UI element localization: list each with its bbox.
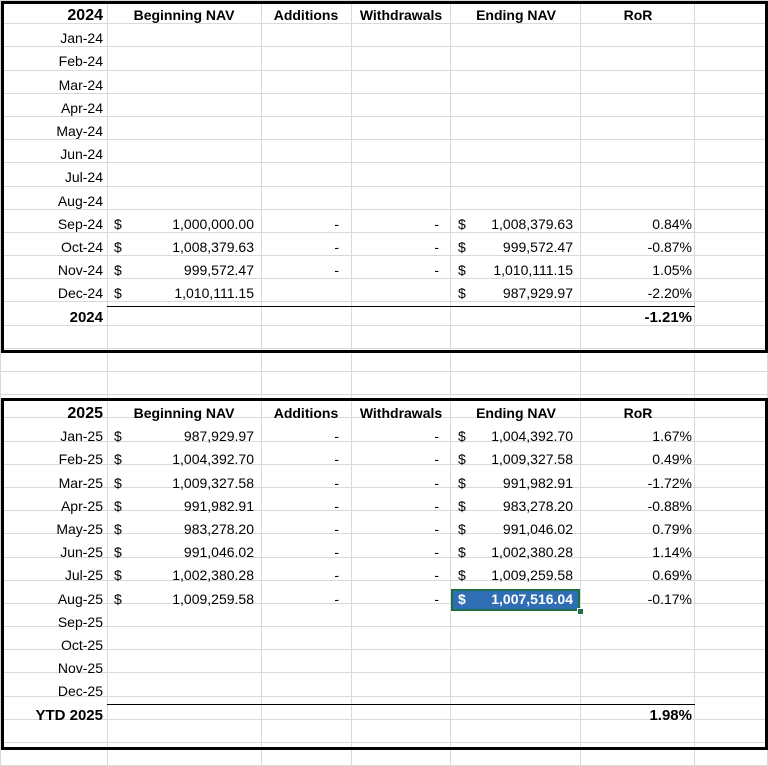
grid-cell[interactable] [261, 673, 351, 696]
grid-cell[interactable] [695, 116, 768, 139]
grid-cell[interactable] [351, 140, 451, 163]
grid-cell[interactable] [451, 47, 581, 70]
grid-cell[interactable] [107, 140, 261, 163]
grid-cell[interactable] [695, 93, 768, 116]
grid-cell[interactable] [581, 70, 695, 93]
grid-cell[interactable] [351, 743, 451, 766]
grid-cell[interactable] [351, 719, 451, 742]
currency-symbol: $ [114, 239, 122, 255]
currency-symbol: $ [114, 474, 122, 491]
currency-symbol: $ [114, 544, 122, 561]
grid-cell[interactable] [107, 47, 261, 70]
grid-cell[interactable] [261, 719, 351, 742]
currency-symbol: $ [114, 451, 122, 468]
grid-cell[interactable] [261, 696, 351, 719]
grid-cell[interactable] [581, 325, 695, 348]
grid-cell[interactable] [451, 743, 581, 766]
grid-cell[interactable] [695, 557, 768, 580]
month-cell[interactable]: Feb-24 [58, 53, 103, 70]
additions-cell[interactable]: - [334, 521, 339, 537]
beginning-nav-cell[interactable]: 1,008,379.63 [172, 239, 254, 255]
additions-cell[interactable]: - [334, 567, 339, 584]
ending-nav-cell[interactable]: 991,982.91 [502, 474, 573, 491]
grid-cell[interactable] [451, 673, 581, 696]
currency-symbol: $ [458, 451, 466, 468]
grid-cell[interactable] [107, 348, 261, 371]
currency-symbol: $ [114, 567, 122, 584]
withdrawals-header: Withdrawals [359, 7, 443, 23]
grid-cell[interactable] [695, 719, 768, 742]
currency-symbol: $ [458, 474, 466, 491]
grid-cell[interactable] [261, 70, 351, 93]
grid-cell[interactable] [1, 372, 108, 395]
grid-cell[interactable] [261, 372, 351, 395]
ror-cell[interactable]: 0.79% [652, 521, 692, 537]
grid-cell[interactable] [351, 47, 451, 70]
grid-cell[interactable] [451, 24, 581, 47]
grid-cell[interactable] [695, 163, 768, 186]
ror-cell[interactable]: 1.05% [652, 262, 692, 279]
grid-cell[interactable] [581, 140, 695, 163]
month-cell[interactable]: Mar-24 [58, 76, 103, 93]
year-header: 2025 [67, 405, 103, 422]
total-ror[interactable]: -1.21% [644, 308, 692, 326]
grid-cell[interactable] [261, 186, 351, 209]
grid-cell[interactable] [695, 511, 768, 534]
ror-cell[interactable]: -0.17% [647, 590, 692, 607]
total-ror[interactable]: 1.98% [649, 706, 692, 724]
grid-cell[interactable] [581, 47, 695, 70]
grid-cell[interactable] [351, 93, 451, 116]
grid-cell[interactable] [695, 441, 768, 464]
withdrawals-cell[interactable]: - [434, 239, 439, 255]
grid-cell[interactable] [351, 348, 451, 371]
beginning-nav-cell[interactable]: 991,046.02 [183, 544, 254, 561]
withdrawals-cell[interactable]: - [434, 497, 439, 514]
ror-header: RoR [623, 7, 653, 23]
beginning-nav-cell[interactable]: 1,000,000.00 [172, 215, 254, 232]
month-cell[interactable]: Jul-24 [64, 169, 103, 186]
currency-symbol: $ [114, 262, 122, 279]
withdrawals-cell[interactable]: - [434, 215, 439, 232]
ending-nav-cell[interactable]: 1,004,392.70 [491, 428, 573, 445]
month-cell[interactable]: Sep-24 [57, 215, 103, 232]
grid-cell[interactable] [695, 534, 768, 557]
grid-cell[interactable] [107, 93, 261, 116]
grid-cell[interactable] [351, 279, 451, 302]
currency-symbol: $ [458, 521, 466, 537]
month-cell[interactable]: Nov-25 [57, 660, 103, 677]
ending-nav-cell[interactable]: 1,009,259.58 [491, 567, 573, 584]
month-cell[interactable]: Apr-24 [60, 99, 103, 116]
grid-cell[interactable] [695, 232, 768, 255]
month-cell[interactable]: Dec-24 [57, 285, 103, 302]
ror-cell[interactable]: 0.49% [652, 451, 692, 468]
grid-cell[interactable] [451, 696, 581, 719]
additions-cell[interactable]: - [334, 428, 339, 445]
grid-cell[interactable] [695, 696, 768, 719]
beginning-nav-cell[interactable]: 983,278.20 [183, 521, 254, 537]
total-label: YTD 2025 [35, 706, 103, 724]
ror-cell[interactable]: 0.69% [652, 567, 692, 584]
month-cell[interactable]: May-25 [56, 521, 103, 537]
additions-cell[interactable]: - [334, 474, 339, 491]
grid-cell[interactable] [107, 186, 261, 209]
ror-cell[interactable]: -0.87% [647, 239, 692, 255]
withdrawals-header: Withdrawals [359, 405, 443, 421]
month-cell[interactable]: Apr-25 [60, 497, 103, 514]
grid-cell[interactable] [695, 209, 768, 232]
grid-cell[interactable] [581, 116, 695, 139]
grid-cell[interactable] [351, 627, 451, 650]
ror-cell[interactable]: 0.84% [652, 215, 692, 232]
currency-symbol: $ [114, 521, 122, 537]
currency-symbol: $ [114, 497, 122, 514]
grid-cell[interactable] [695, 372, 768, 395]
withdrawals-cell[interactable]: - [434, 474, 439, 491]
withdrawals-cell[interactable]: - [434, 262, 439, 279]
grid-cell[interactable] [451, 93, 581, 116]
month-cell[interactable]: Jun-25 [60, 544, 103, 561]
withdrawals-cell[interactable]: - [434, 428, 439, 445]
month-cell[interactable]: Aug-24 [57, 192, 103, 209]
beginning-nav-cell[interactable]: 1,009,259.58 [172, 590, 254, 607]
currency-symbol: $ [458, 215, 466, 232]
month-cell[interactable]: Feb-25 [58, 451, 103, 468]
grid-cell[interactable] [695, 140, 768, 163]
grid-cell[interactable] [695, 256, 768, 279]
grid-cell[interactable] [261, 325, 351, 348]
ending-nav-cell[interactable]: 1,007,516.04 [491, 590, 573, 607]
currency-symbol: $ [458, 239, 466, 255]
grid-cell[interactable] [451, 70, 581, 93]
year-header: 2024 [67, 7, 103, 24]
additions-cell[interactable]: - [334, 451, 339, 468]
grid-cell[interactable] [695, 24, 768, 47]
currency-symbol: $ [458, 285, 466, 302]
additions-cell[interactable]: - [334, 239, 339, 255]
month-cell[interactable]: Jan-24 [60, 30, 103, 47]
grid-cell[interactable] [107, 696, 261, 719]
grid-cell[interactable] [107, 163, 261, 186]
beginning-nav-cell[interactable]: 987,929.97 [183, 428, 254, 445]
month-cell[interactable]: Aug-25 [57, 590, 103, 607]
grid-cell[interactable] [695, 603, 768, 626]
grid-cell[interactable] [261, 348, 351, 371]
grid-cell[interactable] [107, 116, 261, 139]
grid-cell[interactable] [581, 348, 695, 371]
grid-cell[interactable] [695, 743, 768, 766]
grid-cell[interactable] [451, 627, 581, 650]
additions-cell[interactable]: - [334, 544, 339, 561]
month-cell[interactable]: Mar-25 [58, 474, 103, 491]
currency-symbol: $ [458, 262, 466, 279]
grid-cell[interactable] [1, 325, 108, 348]
grid-cell[interactable] [107, 24, 261, 47]
currency-symbol: $ [114, 215, 122, 232]
grid-cell[interactable] [581, 372, 695, 395]
grid-cell[interactable] [695, 1, 768, 24]
additions-cell[interactable]: - [334, 497, 339, 514]
additions-header: Additions [273, 405, 339, 421]
grid-cell[interactable] [107, 743, 261, 766]
grid-cell[interactable] [581, 93, 695, 116]
ending-nav-header: Ending NAV [476, 7, 556, 23]
grid-cell[interactable] [451, 650, 581, 673]
additions-header: Additions [273, 7, 339, 23]
additions-cell[interactable]: - [334, 590, 339, 607]
grid-cell[interactable] [261, 93, 351, 116]
grid-cell[interactable] [351, 24, 451, 47]
beginning-nav-cell[interactable]: 999,572.47 [183, 262, 254, 279]
ror-cell[interactable]: -2.20% [647, 285, 692, 302]
grid-cell[interactable] [1, 348, 108, 371]
grid-cell[interactable] [107, 372, 261, 395]
grid-cell[interactable] [695, 348, 768, 371]
grid-cell[interactable] [107, 325, 261, 348]
grid-cell[interactable] [581, 163, 695, 186]
additions-cell[interactable]: - [334, 262, 339, 279]
grid-cell[interactable] [451, 140, 581, 163]
grid-cell[interactable] [695, 580, 768, 603]
grid-cell[interactable] [107, 719, 261, 742]
grid-cell[interactable] [695, 47, 768, 70]
withdrawals-cell[interactable]: - [434, 590, 439, 607]
withdrawals-cell[interactable]: - [434, 544, 439, 561]
grid-cell[interactable] [1, 743, 108, 766]
ending-nav-cell[interactable]: 987,929.97 [502, 285, 573, 302]
currency-symbol: $ [114, 590, 122, 607]
grid-cell[interactable] [581, 650, 695, 673]
grid-cell[interactable] [451, 163, 581, 186]
beginning-nav-header: Beginning NAV [133, 405, 235, 421]
ending-nav-header: Ending NAV [476, 405, 556, 421]
ending-nav-cell[interactable]: 1,008,379.63 [491, 215, 573, 232]
month-cell[interactable]: Jul-25 [64, 567, 103, 584]
grid-cell[interactable] [261, 140, 351, 163]
month-cell[interactable]: Nov-24 [57, 262, 103, 279]
grid-cell[interactable] [107, 673, 261, 696]
grid-cell[interactable] [351, 372, 451, 395]
grid-cell[interactable] [581, 24, 695, 47]
grid-cell[interactable] [695, 487, 768, 510]
ending-nav-cell[interactable]: 999,572.47 [502, 239, 573, 255]
grid-cell[interactable] [451, 116, 581, 139]
withdrawals-cell[interactable]: - [434, 451, 439, 468]
grid-cell[interactable] [451, 372, 581, 395]
ror-cell[interactable]: 1.67% [652, 428, 692, 445]
grid-cell[interactable] [261, 627, 351, 650]
grid-cell[interactable] [695, 673, 768, 696]
grid-cell[interactable] [695, 627, 768, 650]
grid-cell[interactable] [695, 395, 768, 418]
grid-cell[interactable] [351, 325, 451, 348]
grid-cell[interactable] [695, 650, 768, 673]
grid-cell[interactable] [351, 70, 451, 93]
currency-symbol: $ [458, 544, 466, 561]
currency-symbol: $ [458, 497, 466, 514]
grid-cell[interactable] [695, 302, 768, 325]
grid-cell[interactable] [351, 163, 451, 186]
grid-cell[interactable] [695, 325, 768, 348]
grid-cell[interactable] [261, 24, 351, 47]
month-cell[interactable]: Jan-25 [60, 428, 103, 445]
grid-cell[interactable] [261, 279, 351, 302]
grid-cell[interactable] [695, 186, 768, 209]
currency-symbol: $ [114, 285, 122, 302]
grid-cell[interactable] [261, 47, 351, 70]
grid-cell[interactable] [695, 279, 768, 302]
month-cell[interactable]: Jun-24 [60, 146, 103, 163]
grid-cell[interactable] [351, 116, 451, 139]
withdrawals-cell[interactable]: - [434, 567, 439, 584]
grid-cell[interactable] [695, 70, 768, 93]
grid-cell[interactable] [351, 650, 451, 673]
grid-cell[interactable] [351, 696, 451, 719]
grid-cell[interactable] [107, 627, 261, 650]
month-cell[interactable]: Sep-25 [57, 613, 103, 630]
beginning-nav-cell[interactable]: 1,009,327.58 [172, 474, 254, 491]
grid-cell[interactable] [451, 719, 581, 742]
grid-cell[interactable] [581, 627, 695, 650]
grid-cell[interactable] [261, 650, 351, 673]
grid-cell[interactable] [451, 325, 581, 348]
ror-header: RoR [623, 405, 653, 421]
grid-cell[interactable] [451, 186, 581, 209]
currency-symbol: $ [114, 428, 122, 445]
grid-cell[interactable] [695, 418, 768, 441]
currency-symbol: $ [458, 428, 466, 445]
month-cell[interactable]: Oct-24 [60, 239, 103, 255]
beginning-nav-cell[interactable]: 1,002,380.28 [172, 567, 254, 584]
month-cell[interactable]: May-24 [56, 123, 103, 139]
beginning-nav-cell[interactable]: 991,982.91 [183, 497, 254, 514]
grid-cell[interactable] [695, 464, 768, 487]
beginning-nav-cell[interactable]: 1,010,111.15 [174, 285, 254, 302]
grid-cell[interactable] [351, 186, 451, 209]
grid-cell[interactable] [107, 70, 261, 93]
ror-cell[interactable]: -1.72% [647, 474, 692, 491]
month-cell[interactable]: Oct-25 [60, 637, 103, 653]
currency-symbol: $ [458, 590, 466, 607]
grid-cell[interactable] [261, 116, 351, 139]
grid-cell[interactable] [261, 163, 351, 186]
grid-cell[interactable] [581, 743, 695, 766]
grid-cell[interactable] [451, 348, 581, 371]
grid-cell[interactable] [581, 186, 695, 209]
grid-cell[interactable] [581, 673, 695, 696]
month-cell[interactable]: Dec-25 [57, 683, 103, 700]
ending-nav-cell[interactable]: 1,010,111.15 [493, 262, 573, 279]
ror-cell[interactable]: 1.14% [652, 544, 692, 561]
total-label: 2024 [69, 308, 103, 326]
ending-nav-cell[interactable]: 1,002,380.28 [491, 544, 573, 561]
grid-cell[interactable] [351, 673, 451, 696]
currency-symbol: $ [458, 567, 466, 584]
ending-nav-cell[interactable]: 1,009,327.58 [491, 451, 573, 468]
additions-cell[interactable]: - [334, 215, 339, 232]
grid-cell[interactable] [107, 650, 261, 673]
beginning-nav-cell[interactable]: 1,004,392.70 [172, 451, 254, 468]
ending-nav-cell[interactable]: 991,046.02 [502, 521, 573, 537]
beginning-nav-header: Beginning NAV [133, 7, 235, 23]
withdrawals-cell[interactable]: - [434, 521, 439, 537]
ending-nav-cell[interactable]: 983,278.20 [502, 497, 573, 514]
ror-cell[interactable]: -0.88% [647, 497, 692, 514]
grid-cell[interactable] [261, 743, 351, 766]
